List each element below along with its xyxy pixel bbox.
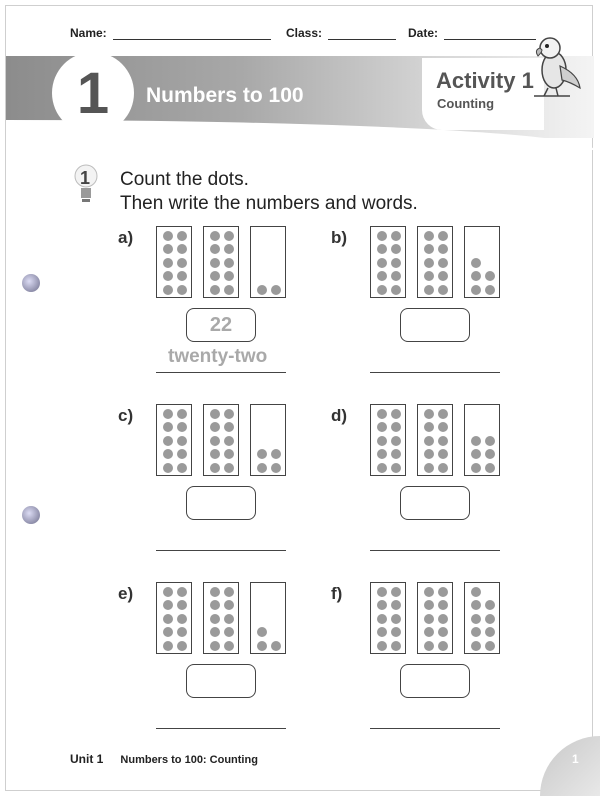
dot	[377, 449, 387, 459]
dot	[438, 627, 448, 637]
problem-label: a)	[118, 228, 134, 247]
name-line[interactable]	[113, 29, 271, 40]
dot	[438, 244, 448, 254]
dot	[177, 463, 187, 473]
dot	[391, 641, 401, 651]
dot	[438, 449, 448, 459]
problem-label: d)	[331, 406, 348, 425]
number-answer-box[interactable]	[400, 486, 470, 520]
number-answer-box[interactable]	[186, 308, 256, 342]
dot	[210, 627, 220, 637]
binder-hole-top	[22, 274, 40, 292]
word-answer-line[interactable]	[156, 372, 286, 373]
date-line[interactable]	[444, 29, 536, 40]
dot	[177, 600, 187, 610]
word-answer-line[interactable]	[156, 550, 286, 551]
dot	[438, 409, 448, 419]
dot	[377, 231, 387, 241]
dot	[391, 271, 401, 281]
dot	[257, 285, 267, 295]
dot	[224, 449, 234, 459]
dot	[471, 614, 481, 624]
dot	[471, 285, 481, 295]
dot	[210, 244, 220, 254]
dot	[377, 587, 387, 597]
dot	[224, 587, 234, 597]
dot	[377, 422, 387, 432]
dot	[210, 463, 220, 473]
dot	[377, 600, 387, 610]
dot	[163, 627, 173, 637]
name-label: Name:	[70, 26, 107, 40]
word-answer-line[interactable]	[156, 728, 286, 729]
dot-frame	[417, 404, 453, 476]
date-label: Date:	[408, 26, 439, 40]
dot	[391, 285, 401, 295]
class-line[interactable]	[328, 29, 396, 40]
dot	[271, 449, 281, 459]
dot	[471, 627, 481, 637]
dot	[224, 627, 234, 637]
dot	[424, 449, 434, 459]
dot	[377, 258, 387, 268]
dot	[438, 436, 448, 446]
dot	[424, 244, 434, 254]
dot	[163, 422, 173, 432]
dot	[224, 641, 234, 651]
dot	[224, 231, 234, 241]
dot-frame	[417, 226, 453, 298]
dot-frame	[370, 226, 406, 298]
dot	[438, 422, 448, 432]
dot	[177, 271, 187, 281]
problem-label: c)	[118, 406, 134, 425]
class-label: Class:	[286, 26, 323, 40]
problem-label: b)	[331, 228, 348, 247]
dot	[210, 422, 220, 432]
dot	[210, 231, 220, 241]
dot-frame	[464, 404, 500, 476]
dot	[424, 587, 434, 597]
dot	[177, 409, 187, 419]
dot	[177, 587, 187, 597]
problem-label: e)	[118, 584, 134, 603]
dot	[424, 422, 434, 432]
activity-title: Activity 1	[436, 68, 534, 93]
dot	[391, 627, 401, 637]
dot	[471, 587, 481, 597]
dot	[377, 436, 387, 446]
instructions	[120, 168, 418, 216]
footer-unit: Unit 1	[70, 752, 104, 766]
dot	[163, 641, 173, 651]
dot	[424, 258, 434, 268]
dot	[224, 422, 234, 432]
dot	[163, 600, 173, 610]
page-title: Numbers to 100	[146, 84, 304, 107]
problem-label: f)	[331, 584, 343, 603]
dot	[257, 627, 267, 637]
dot	[471, 463, 481, 473]
dot	[391, 614, 401, 624]
word-answer-line[interactable]	[370, 372, 500, 373]
dot	[163, 436, 173, 446]
dot	[210, 641, 220, 651]
dot	[257, 449, 267, 459]
dot	[485, 614, 495, 624]
number-answer-box[interactable]	[186, 486, 256, 520]
number-answer-box[interactable]	[400, 664, 470, 698]
dot-frame	[417, 582, 453, 654]
dot	[377, 614, 387, 624]
dot	[377, 244, 387, 254]
dot	[485, 449, 495, 459]
dot	[391, 409, 401, 419]
binder-hole-bottom	[22, 506, 40, 524]
instruction-line-1: Count the dots.	[120, 169, 249, 190]
dot	[377, 271, 387, 281]
dot	[471, 449, 481, 459]
dot	[424, 463, 434, 473]
word-answer-line[interactable]	[370, 550, 500, 551]
dot	[163, 449, 173, 459]
dot	[177, 422, 187, 432]
dot	[177, 231, 187, 241]
dot	[438, 600, 448, 610]
name-field[interactable]	[70, 26, 271, 40]
dot	[485, 627, 495, 637]
instruction-line-2: Then write the numbers and words.	[120, 193, 418, 214]
dot	[177, 244, 187, 254]
dot	[424, 627, 434, 637]
dot	[163, 231, 173, 241]
dot	[377, 641, 387, 651]
dot	[163, 587, 173, 597]
dot-frame	[156, 226, 192, 298]
dot	[391, 244, 401, 254]
dot	[391, 463, 401, 473]
dot	[224, 463, 234, 473]
dot-frame	[250, 582, 286, 654]
activity-subtitle: Counting	[437, 96, 495, 111]
question-number: 1	[80, 168, 91, 188]
dot	[224, 258, 234, 268]
dot	[471, 258, 481, 268]
dot	[438, 641, 448, 651]
dot	[224, 409, 234, 419]
dot-frame	[250, 226, 286, 298]
dot	[391, 600, 401, 610]
date-field[interactable]	[408, 26, 536, 40]
dot	[424, 436, 434, 446]
dot	[485, 600, 495, 610]
dot	[210, 587, 220, 597]
dot-frame	[370, 404, 406, 476]
dot	[485, 285, 495, 295]
answer-number: 22	[209, 313, 233, 336]
dot	[471, 600, 481, 610]
dot	[163, 271, 173, 281]
dot	[424, 600, 434, 610]
dot	[210, 409, 220, 419]
dot	[224, 285, 234, 295]
dot	[377, 285, 387, 295]
dot	[438, 231, 448, 241]
dot	[485, 463, 495, 473]
unit-number-badge	[52, 52, 134, 134]
dot	[438, 285, 448, 295]
dot	[424, 409, 434, 419]
dot	[391, 436, 401, 446]
dot	[438, 258, 448, 268]
dot	[424, 614, 434, 624]
dot	[257, 641, 267, 651]
dot	[424, 231, 434, 241]
dot-frame	[370, 582, 406, 654]
dot	[163, 409, 173, 419]
dot-frame	[464, 582, 500, 654]
dot	[424, 641, 434, 651]
footer	[70, 752, 258, 766]
dot-frame	[203, 582, 239, 654]
dot-frame	[156, 404, 192, 476]
word-answer-line[interactable]	[370, 728, 500, 729]
dot	[163, 258, 173, 268]
dot	[438, 587, 448, 597]
dot	[177, 641, 187, 651]
dot	[424, 285, 434, 295]
dot	[438, 463, 448, 473]
dot	[210, 600, 220, 610]
page-number: 1	[572, 752, 579, 766]
dot	[377, 463, 387, 473]
dot	[210, 285, 220, 295]
dot	[271, 463, 281, 473]
dot	[485, 271, 495, 281]
dot-frame	[203, 226, 239, 298]
dot	[210, 258, 220, 268]
dot	[177, 449, 187, 459]
dot	[391, 587, 401, 597]
dot	[377, 409, 387, 419]
number-answer-box[interactable]	[186, 664, 256, 698]
dot	[177, 285, 187, 295]
dot	[471, 271, 481, 281]
dot	[438, 271, 448, 281]
dot	[210, 449, 220, 459]
dot	[163, 463, 173, 473]
dot	[391, 258, 401, 268]
dot	[471, 641, 481, 651]
dot	[424, 271, 434, 281]
parrot-icon	[530, 30, 584, 100]
dot	[271, 285, 281, 295]
dot	[177, 614, 187, 624]
dot	[224, 244, 234, 254]
dot	[163, 285, 173, 295]
dot	[163, 614, 173, 624]
dot	[391, 422, 401, 432]
dot	[391, 231, 401, 241]
dot	[485, 641, 495, 651]
dot	[210, 436, 220, 446]
dot	[257, 463, 267, 473]
answer-word: twenty-two	[168, 346, 268, 367]
footer-title: Numbers to 100: Counting	[120, 754, 258, 766]
dot	[224, 600, 234, 610]
dot	[177, 436, 187, 446]
dot	[163, 244, 173, 254]
dot	[177, 258, 187, 268]
dot-frame	[156, 582, 192, 654]
dot	[438, 614, 448, 624]
dot	[210, 614, 220, 624]
dot	[177, 627, 187, 637]
dot	[485, 436, 495, 446]
dot-frame	[464, 226, 500, 298]
dot	[391, 449, 401, 459]
dot	[471, 436, 481, 446]
dot	[377, 627, 387, 637]
dot	[224, 436, 234, 446]
unit-number: 1	[76, 60, 110, 126]
dot-frame	[203, 404, 239, 476]
class-field[interactable]	[286, 26, 396, 40]
dot	[271, 641, 281, 651]
dot	[224, 271, 234, 281]
number-answer-box[interactable]	[400, 308, 470, 342]
dot-frame	[250, 404, 286, 476]
dot	[224, 614, 234, 624]
dot	[210, 271, 220, 281]
